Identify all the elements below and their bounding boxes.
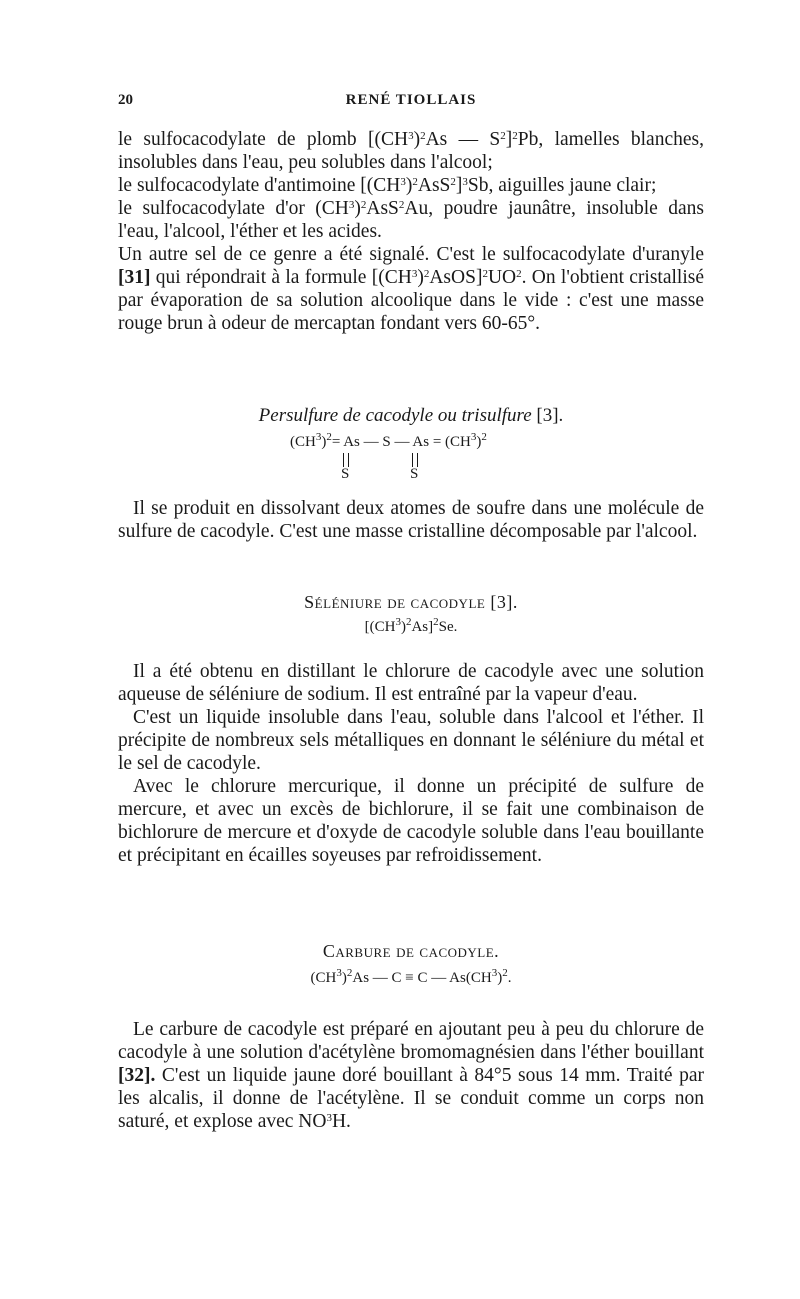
section-title: Carbure de cacodyle. [322,941,500,961]
section-title: Persulfure de cacodyle ou trisulfure [258,405,532,426]
sulfur-atom-left: S [341,466,350,482]
section-carbure-body [118,1018,704,1133]
paragraph: C'est un liquide insoluble dans l'eau, soluble dans l'alcool et l'éther. Il précipite de nombreux sels métalliques en donnant le séléniure du métal et le sel de cacodyle. [118,707,704,774]
section-carbure-header [118,940,704,990]
citation-ref: [3]. [490,592,518,612]
paragraph-gold-salt: le sulfocacodylate d'or $(CH^3)^2AsS^2Au$, poudre jaunâtre, insoluble dans l'eau, l'alcool, l'éther et les acides. [118,198,704,242]
section-title: Séléniure de cacodyle [304,592,486,612]
double-bond-right [412,453,418,467]
section-seleniure-header [118,591,704,639]
citation-ref: [32]. [118,1065,156,1086]
paragraph-antimony-salt: le sulfocacodylate d'antimoine $[(CH^3)^2AsS^2]^3Sb$, aiguilles jaune clair; [118,175,657,196]
paragraph: Avec le chlorure mercurique, il donne un précipité de sulfure de mercure, et avec un excès de bichlorure, il se fait une combinaison de bichlorure de mercure et d'oxyde de cacodyle soluble dans l'eau bouillante et précipitant en écailles soyeuses par refroidissement. [118,776,704,866]
paragraph-uranyl-salt: Un autre sel de ce genre a été signalé. C'est le sulfocacodylate d'uranyle [31] qui répondrait à la formule $[(CH^3)^2AsOS]^2UO^2$. On l'obtient cristallisé par évaporation de sa solution alcoolique dans le vide : c'est une masse rouge brun à odeur de mercaptan fondant vers 60-65°. [118,244,705,334]
sulfocacodylate-list [118,128,704,335]
structural-formula [290,431,540,490]
page-number: 20 [118,92,133,108]
citation-ref: [3]. [536,405,564,426]
section-seleniure-body [118,660,704,867]
formula: $(CH^3)^2As$ — C ≡ C — $As(CH^3)^2$. [310,967,512,986]
double-bond-left [343,453,349,467]
running-head: RENÉ TIOLLAIS [345,92,477,108]
sulfur-atom-right: S [410,466,419,482]
paragraph: Le carbure de cacodyle est préparé en ajoutant peu à peu du chlorure de cacodyle à une solution d'acétylène bromomagnésien dans l'éther bouillant [32]. C'est un liquide jaune doré bouillant à 84°5 sous 14 mm. Traité par les alcalis, il donne de l'acétylène. Il se conduit comme un corps non saturé, et explose avec $NO^3H$. [118,1019,704,1132]
page-header [118,92,704,116]
formula: $[(CH^3)^2As]^2Se$. [364,616,458,635]
section-persulfure-body [118,497,704,543]
section-persulfure-title [118,404,704,427]
citation-ref: [31] [118,267,151,288]
paragraph-lead-salt: le sulfocacodylate de plomb [$(CH^3)^2As$ — $S^2]^2Pb$, lamelles blanches, insolubles dans l'eau, peu solubles dans l'alcool; [118,129,704,173]
paragraph: Il a été obtenu en distillant le chlorure de cacodyle avec une solution aqueuse de séléniure de sodium. Il est entraîné par la vapeur d'eau. [118,661,704,705]
paragraph: Il se produit en dissolvant deux atomes de soufre dans une molécule de sulfure de cacodyle. C'est une masse cristalline décomposable par l'alcool. [118,498,704,542]
formula-main-chain: $(CH^3)^2= As$ — S — $As = (CH^3)^2$ [290,431,487,450]
